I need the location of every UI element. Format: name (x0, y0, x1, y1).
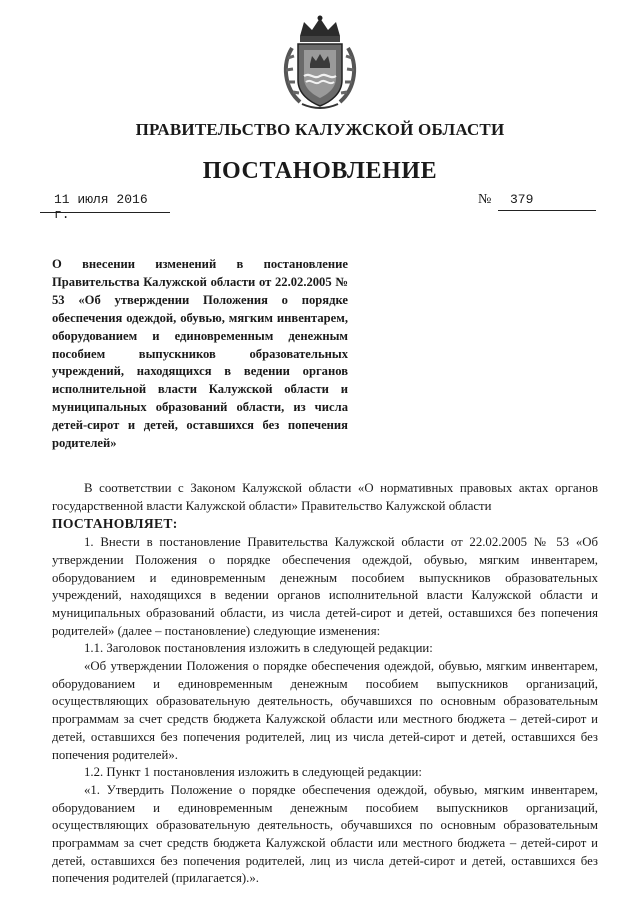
resolves-word: ПОСТАНОВЛЯЕТ: (52, 516, 178, 532)
number-sign: № (478, 192, 492, 207)
preamble-text: В соответствии с Законом Калужской области «О нормативных правовых актах органов государственной власти Калужской области» Правительство Калужской области (52, 481, 598, 513)
paragraph-1-1-text: «Об утверждении Положения о порядке обеспечения одеждой, обувью, мягким инвентарем, оборудованием и единовременным денежным пособием выпускников организаций, осуществляющих образовательную деятельность, обучавшихся по основным образовательным программам за счет средств бюджета Калужской области или местного бюджета – детей-сирот и детей, оставшихся без попечения родителей, лиц из числа детей-сирот и детей, оставшихся без попечения родителей». (52, 659, 598, 762)
paragraph-1-1: 1.1. Заголовок постановления изложить в следующей редакции: (84, 641, 433, 656)
document-number: 379 (510, 192, 534, 207)
number-field (498, 192, 596, 211)
preamble-paragraph (52, 480, 598, 515)
paragraph-1-2-text: «1. Утвердить Положение о порядке обеспечения одеждой, обувью, мягким инвентарем, оборудованием и единовременным денежным пособием выпускников организаций, осуществляющих образовательную деятельность, обучавшихся по основным образовательным программам за счет средств бюджета Калужской области или местного бюджета – детей-сирот и детей, оставшихся без попечения родителей, лиц из числа детей-сирот и детей, оставшихся без попечения родителей (прилагается).». (52, 782, 598, 886)
resolves-paragraph (52, 515, 598, 534)
document-body (52, 480, 598, 888)
organization-title: ПРАВИТЕЛЬСТВО КАЛУЖСКОЙ ОБЛАСТИ (135, 120, 505, 139)
document-date: 11 июля 2016 г. (54, 192, 148, 222)
document-subject: О внесении изменений в постановление Правительства Калужской области от 22.02.2005 № 53 «Об утверждении Положения о порядке обеспечения одеждой, обувью, мягким инвентарем, оборудованием и единовременным денежным пособием выпускников образовательных учреждений, находящихся в ведении органов исполнительной власти Калужской области и муниципальных образований области, из числа детей-сирот и детей, оставшихся без попечения родителей» (52, 257, 348, 451)
paragraph-1: 1. Внести в постановление Правительства Калужской области от 22.02.2005 № 53 «Об утверждении Положения о порядке обеспечения одеждой, обувью, мягким инвентарем, оборудованием и единовременным денежным пособием выпускников образовательных учреждений, находящихся в ведении органов исполнительной власти Калужской области и муниципальных образований области, из числа детей-сирот и детей, оставшихся без попечения родителей» (далее – постановление) следующие изменения: (52, 535, 598, 638)
paragraph-1-2: 1.2. Пункт 1 постановления изложить в следующей редакции: (84, 765, 422, 780)
coat-of-arms-emblem (278, 14, 362, 110)
document-type-title: ПОСТАНОВЛЕНИЕ (202, 158, 438, 184)
date-field (40, 192, 170, 222)
